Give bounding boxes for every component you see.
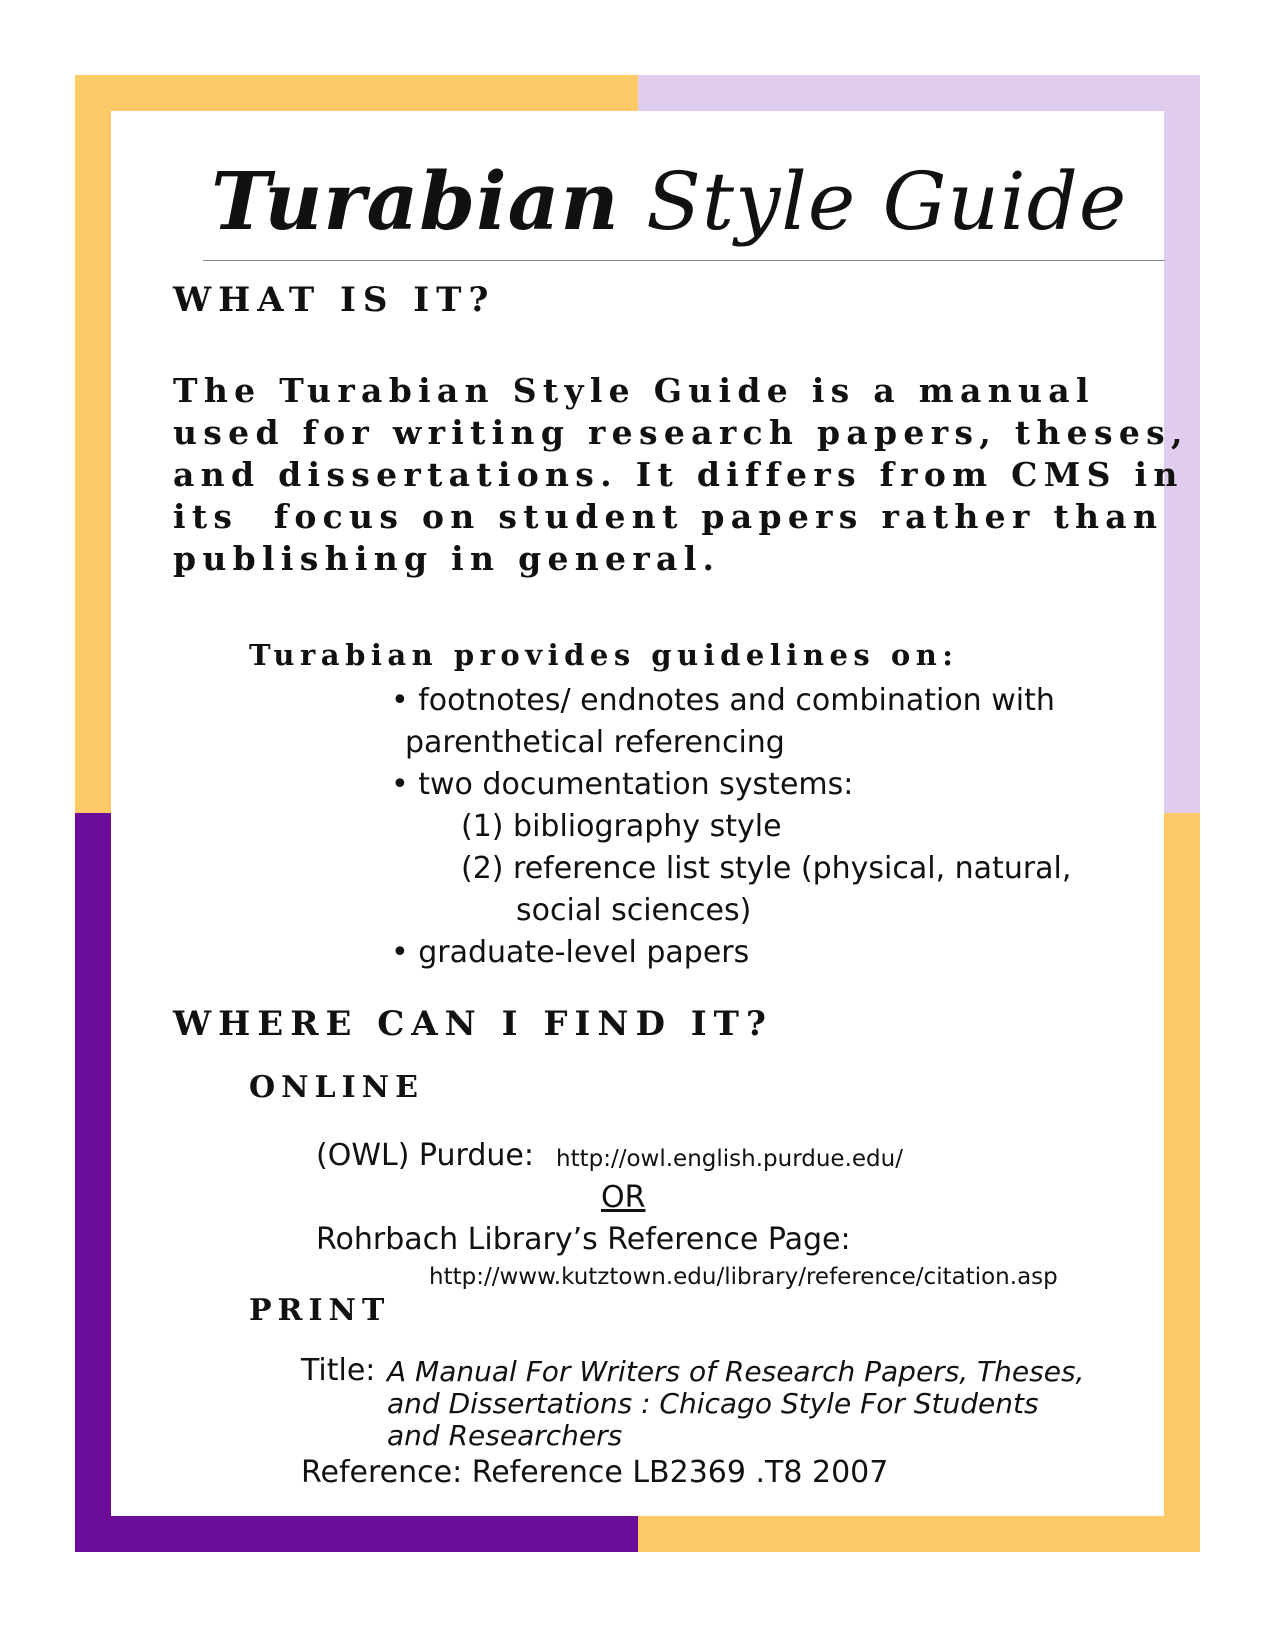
intro-line-1: The Turabian Style Guide is a manual: [173, 371, 1095, 410]
intro-line-2: used for writing research papers, theses,: [173, 413, 1189, 452]
owl-label: (OWL) Purdue:: [316, 1138, 534, 1173]
intro-line-4: its focus on student papers rather than: [173, 497, 1164, 536]
print-title-label: Title:: [301, 1353, 376, 1388]
or-separator: OR: [601, 1180, 646, 1215]
bullet-footnotes: • footnotes/ endnotes and combination with: [391, 683, 1055, 718]
print-label: PRINT: [249, 1293, 391, 1328]
page-title: [211, 154, 1128, 248]
bullet-documentation-systems: • two documentation systems:: [391, 767, 854, 802]
bullet-graduate-papers: • graduate-level papers: [391, 935, 750, 970]
call-number-reference: Reference: Reference LB2369 .T8 2007: [301, 1455, 889, 1490]
provides-label: Turabian provides guidelines on:: [249, 638, 959, 672]
sub-item-bibliography: (1) bibliography style: [461, 809, 782, 844]
decorative-frame: [75, 75, 1200, 1552]
what-is-it-heading: WHAT IS IT?: [173, 280, 496, 320]
rohrbach-url-link[interactable]: http://www.kutztown.edu/library/reference/citation.asp: [429, 1264, 1058, 1290]
sub-item-reference-list-cont: social sciences): [516, 893, 752, 928]
title-divider: [203, 260, 1165, 261]
intro-line-3: and dissertations. It differs from CMS in: [173, 455, 1184, 494]
bullet-footnotes-cont: parenthetical referencing: [405, 725, 785, 760]
intro-line-5: publishing in general.: [173, 539, 721, 578]
print-title-line-1: A Manual For Writers of Research Papers, Theses,: [387, 1355, 1085, 1388]
print-title-line-2: and Dissertations : Chicago Style For Students: [387, 1387, 1039, 1420]
title-bold-part: Turabian: [211, 154, 620, 248]
content-panel: [111, 111, 1189, 1516]
rohrbach-label: Rohrbach Library’s Reference Page:: [316, 1222, 851, 1257]
where-heading: WHERE CAN I FIND IT?: [173, 1004, 773, 1044]
owl-url-link[interactable]: http://owl.english.purdue.edu/: [556, 1146, 903, 1172]
title-rest: Style Guide: [646, 155, 1128, 248]
print-title-line-3: and Researchers: [387, 1419, 623, 1452]
sub-item-reference-list: (2) reference list style (physical, natural,: [461, 851, 1072, 886]
online-label: ONLINE: [249, 1070, 424, 1105]
